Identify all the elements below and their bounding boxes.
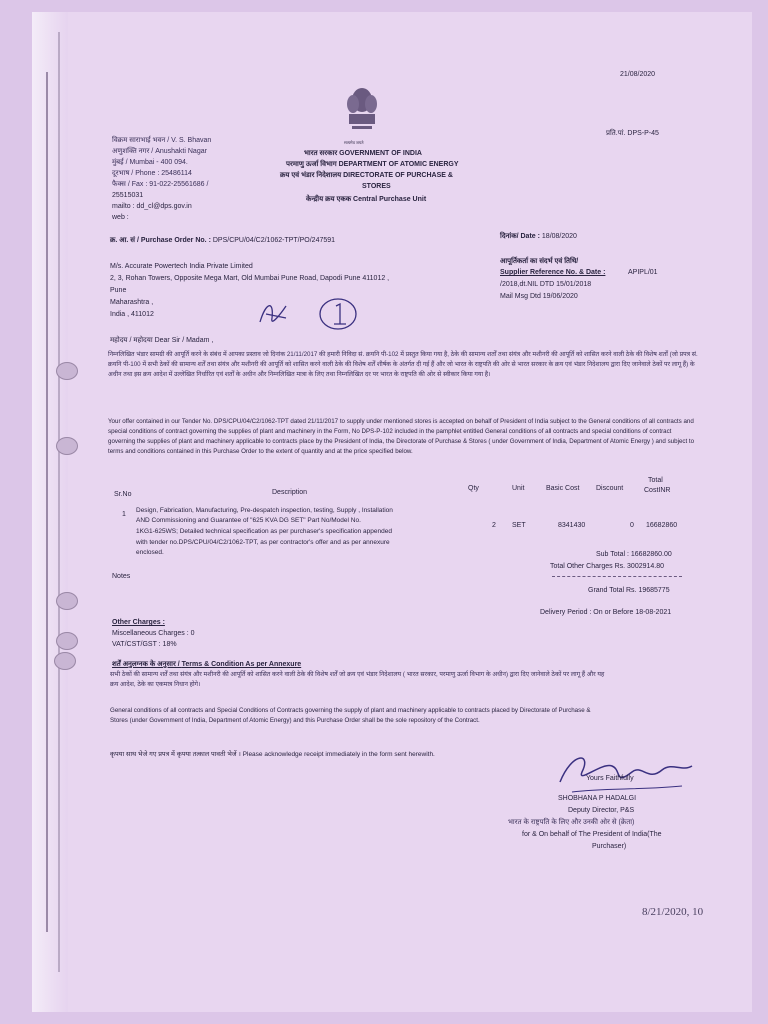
po-number: DPS/CPU/04/C2/1062-TPT/PO/247591: [212, 237, 336, 244]
signatory-line: for & On behalf of The President of India(The: [522, 831, 662, 838]
row-discount: 0: [630, 522, 634, 529]
row-description-line: enclosed.: [136, 549, 164, 556]
gst-rate: VAT/CST/GST : 18%: [112, 641, 177, 648]
row-description-line: 1KG1-625WS; Detailed technical specification as per purchaser's specification appended: [136, 528, 392, 535]
folded-page-edge: [32, 12, 68, 1012]
col-header-sr: Sr.No: [114, 491, 132, 498]
address-line: 25515031: [112, 192, 144, 199]
acknowledge-line: कृपया साथ भेजे गए प्रपत्र में कृपया तत्काल पावती भेजें । Please acknowledge receipt immediately in the form sent herewith.: [110, 751, 435, 758]
email-link[interactable]: mailto : dd_cl@dps.gov.in: [112, 203, 192, 210]
date-label: दिनांक/ Date :: [500, 233, 540, 240]
address-line: मुंबई / Mumbai - 400 094.: [112, 159, 188, 166]
address-line: web :: [112, 214, 129, 221]
reference-line: /2018,dt.NIL DTD 15/01/2018: [500, 281, 592, 288]
signatory-line: Purchaser): [592, 843, 627, 850]
signatory-name: SHOBHANA P HADALGI: [558, 795, 637, 802]
reference-line: Mail Msg Dtd 19/06/2020: [500, 293, 578, 300]
supplier-line: 2, 3, Rohan Towers, Opposite Mega Mart, Old Mumbai Pune Road, Dapodi Pune 411012 ,: [110, 275, 390, 282]
header-line: परमाणु ऊर्जा विभाग DEPARTMENT OF ATOMIC ENERGY: [286, 161, 459, 168]
address-line: दूरभाष / Phone : 25486114: [112, 170, 192, 177]
notes-label: Notes: [112, 573, 131, 580]
row-unit: SET: [512, 522, 526, 529]
col-header-unit: Unit: [512, 485, 525, 492]
col-header-discount: Discount: [596, 485, 624, 492]
delivery-period: Delivery Period : On or Before 18-08-2021: [540, 609, 672, 616]
punch-hole: [56, 437, 78, 455]
divider: [552, 576, 682, 577]
terms-title-hindi: शर्तें अनुलग्नक के अनुसार /: [112, 661, 182, 668]
col-header-total: Total: [648, 477, 663, 484]
signatory-designation: Deputy Director, P&S: [568, 807, 635, 814]
top-date: 21/08/2020: [620, 71, 656, 78]
po-number-row: [110, 236, 335, 245]
row-description-line: Design, Fabrication, Manufacturing, Pre-despatch inspection, testing, Supply , Installation: [136, 507, 393, 514]
hindi-acceptance-paragraph: निम्नलिखित भंडार सामग्री की आपूर्ति करने के संबंध में आपका प्रस्ताव जो दिनांक 21/11/2017 की हमारी निविदा सं. क्रयनि पी-102 में प्रस्तुत किया गया है, ठेके की सामान्य शर्तों तथा संयंत्र और मशीनरी की आपूर्ति को शासित करने वाली ठेके की विशेष शर्तों (जो प्रपत्र सं. क्रयनि पी-100 में सभी ठेकों की सामान्य शर्तें तथा संयंत्र और मशीनरी की आपूर्ति को शासित करने वाली ठेके की विशेष शर्तें शीर्षक के अंतर्गत दी गई हैं और जो भारत के राष्ट्रपति की ओर से भारत सरकार के क्रय एवं भंडार निदेशालय द्वारा दिए जानेवाले ठेकों पर लागू हैं) के अधीन तथा इस क्रय आदेश में उल्लेखित निर्धारित एवं शर्तों के अधीन और निम्नलिखित मात्रा के लिए तथा निम्नलिखित दर पर भारत के राष्ट्रपति की ओर से स्वीकार किया गया है।: [108, 351, 698, 378]
handwritten-initials: [252, 292, 362, 336]
row-sr: 1: [122, 511, 126, 518]
address-line: विक्रम साराभाई भवन / V. S. Bhavan: [112, 137, 212, 144]
punch-hole: [56, 362, 78, 380]
emblem-motto: सत्यमेव जयते: [344, 140, 364, 145]
purchase-order-document: [32, 12, 752, 1012]
row-basic-cost: 8341430: [558, 522, 586, 529]
header-line: क्रय एवं भंडार निदेशालय DIRECTORATE OF PURCHASE &: [280, 172, 453, 179]
col-header-description: Description: [272, 489, 308, 496]
form-number: प्रति.पां. DPS-P-45: [606, 130, 659, 137]
col-header-cost-inr: CostINR: [644, 487, 671, 494]
edge-crease: [46, 72, 48, 932]
general-conditions-paragraph: General conditions of all contracts and Special Conditions of Contracts governing the supply of plant and machinery applicable to contracts placed by Directorate of Purchase & Stores (under Government of India, Department of Atomic Energy) and this Purchase Order shall be the sole repository of the Contract.: [110, 707, 591, 724]
grand-total: Grand Total Rs. 19685775: [588, 587, 670, 594]
supplier-line: India , 411012: [110, 311, 154, 318]
address-line: फैक्स / Fax : 91-022-25561686 /: [112, 181, 209, 188]
terms-title-row: [112, 660, 301, 669]
misc-charges: Miscellaneous Charges : 0: [112, 630, 195, 637]
reference-hindi: आपूर्तिकर्ता का संदर्भ एवं तिथि/: [500, 258, 579, 265]
punch-hole: [54, 652, 76, 670]
supplier-line: M/s. Accurate Powertech India Private Limited: [110, 263, 253, 270]
row-description-line: AND Commissioning and Guarantee of "625 KVA DG SET" Part No/Model No.: [136, 517, 361, 524]
reference-label: Supplier Reference No. & Date :: [500, 269, 606, 276]
header-line: STORES: [362, 183, 391, 190]
punch-hole: [56, 632, 78, 650]
national-emblem: [344, 84, 380, 146]
reference-line: APIPL/01: [628, 269, 658, 276]
other-charges-title: Other Charges :: [112, 619, 165, 626]
col-header-basic-cost: Basic Cost: [546, 485, 580, 492]
header-line: केन्द्रीय क्रय एकक Central Purchase Unit: [306, 196, 427, 203]
punch-hole: [56, 592, 78, 610]
english-acceptance-paragraph: Your offer contained in our Tender No. DPS/CPU/04/C2/1062-TPT dated 21/11/2017 to supply under mentioned stores is accepted on behalf of President of India subject to the General conditions of all contracts and special conditions of contract governing the supplies of plant and machinery in the Form, No DPS-P-102 included in the pamphlet entitled General conditions of all contracts and special conditions of contract governing the supplies of plant and machinery applicable to contracts place by the President of India, the Directorate of Purchase & Stores ( under Government of India, Department of Atomic Energy ) and subject to terms and conditions contained in this Purchase Order to the extent of quantity and at the price specified below.: [108, 418, 695, 455]
supplier-line: Pune: [110, 287, 127, 294]
header-line: भारत सरकार GOVERNMENT OF INDIA: [304, 150, 422, 157]
terms-hindi-paragraph: सभी ठेकों की सामान्य शर्तें तथा संयंत्र और मशीनरी की आपूर्ति को शासित करने वाली ठेके की विशेष शर्तें जो क्रय एवं भंडार निदेशालय ( भारत सरकार, परमाणु ऊर्जा विभाग के अधीन) द्वारा दिए जानेवाले ठेकों पर लागू हैं और यह क्रय आदेश, ठेके का एकमात्र निधान होगे।: [110, 671, 605, 688]
col-header-qty: Qty: [468, 485, 479, 492]
date-row: [500, 232, 577, 241]
row-description-line: with tender no.DPS/CPU/04/C2/1062-TPT, as per contractor's offer and as per annexure: [136, 539, 390, 546]
address-line: अणुशक्ति नगर / Anushakti Nagar: [112, 148, 207, 155]
handwritten-date-stamp: 8/21/2020, 10: [642, 906, 704, 918]
signatory-hindi: भारत के राष्ट्रपति के लिए और उनकी ओर से (क्रेता): [508, 819, 635, 826]
edge-crease: [58, 32, 60, 972]
salutation: महोदय / महोदया Dear Sir / Madam ,: [110, 337, 214, 344]
sub-total: Sub Total : 16682860.00: [596, 551, 672, 558]
total-other-charges: Total Other Charges Rs. 3002914.80: [550, 563, 665, 570]
date-value: 18/08/2020: [541, 233, 577, 240]
row-qty: 2: [492, 522, 496, 529]
po-label: क्र. आ. सं / Purchase Order No. :: [110, 237, 211, 244]
yours-faithfully: Yours Faithfully: [586, 775, 634, 782]
row-total: 16682860: [646, 522, 678, 529]
supplier-line: Maharashtra ,: [110, 299, 154, 306]
terms-title: Terms & Condition As per Annexure: [181, 661, 302, 668]
handwritten-signature: [552, 742, 702, 802]
